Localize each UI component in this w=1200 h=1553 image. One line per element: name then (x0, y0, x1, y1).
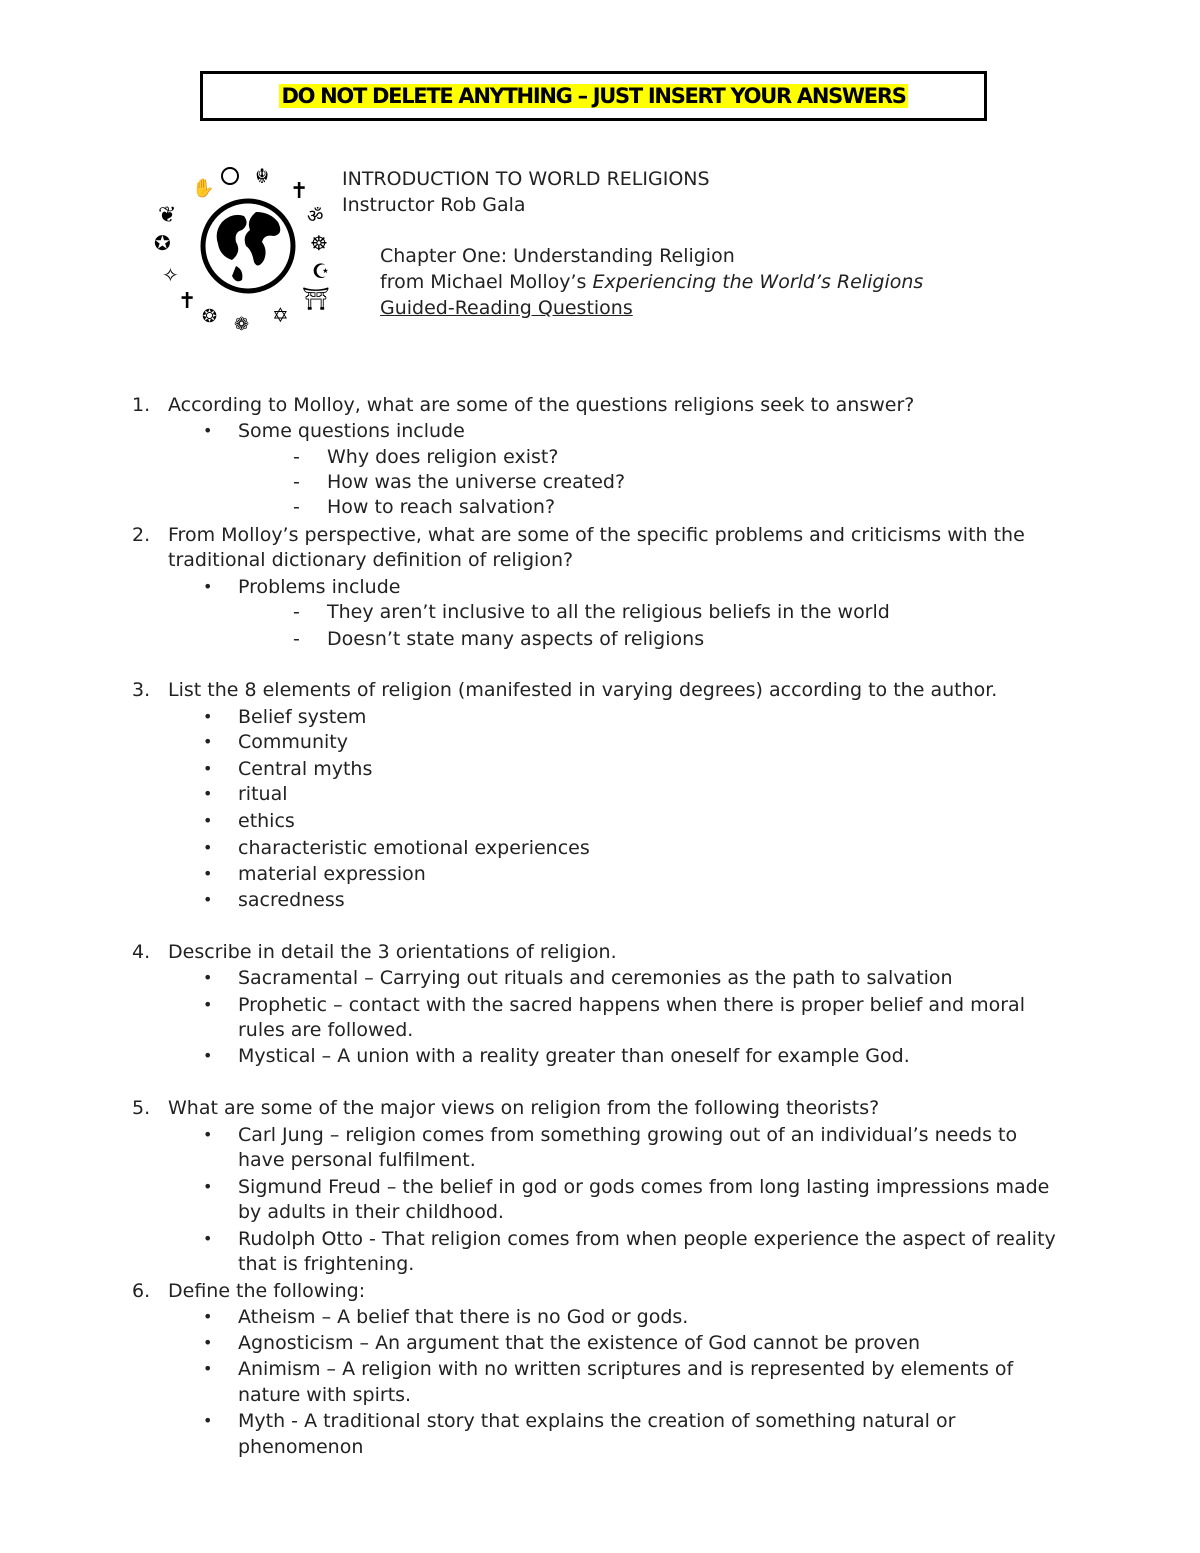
dash-glyph: - (293, 471, 300, 493)
bullet-glyph: • (203, 1229, 213, 1248)
bullet-glyph: • (203, 707, 213, 726)
bullet-glyph: • (203, 838, 213, 857)
svg-text:⛩: ⛩ (302, 287, 330, 312)
answer-text: Doesn’t state many aspects of religions (327, 628, 705, 650)
question-number: 1. (132, 394, 151, 416)
answer-text: ritual (238, 783, 288, 805)
bullet-glyph: • (203, 1333, 213, 1352)
question-number: 6. (132, 1280, 151, 1302)
svg-text:❦: ❦ (158, 203, 177, 228)
question-text: What are some of the major views on religion from the following theorists? (168, 1097, 880, 1119)
answer-text: Why does religion exist? (327, 446, 559, 468)
answer-text: Belief system (238, 706, 367, 728)
source-prefix: from Michael Molloy’s (380, 271, 593, 293)
answer-text: ethics (238, 810, 295, 832)
answer-text: Prophetic – contact with the sacred happens when there is proper belief and moral (238, 994, 1025, 1016)
bullet-glyph: • (203, 1359, 213, 1378)
question-text: List the 8 elements of religion (manifested in varying degrees) according to the author. (168, 679, 998, 701)
question-number: 2. (132, 524, 151, 546)
question-number: 5. (132, 1097, 151, 1119)
answer-text: Agnosticism – An argument that the existence of God cannot be proven (238, 1332, 921, 1354)
bullet-glyph: • (203, 421, 213, 440)
dash-glyph: - (293, 628, 300, 650)
instruction-banner-text: DO NOT DELETE ANYTHING – JUST INSERT YOUR ANSWERS (281, 84, 906, 108)
bullet-glyph: • (203, 732, 213, 751)
answer-text: have personal fulfilment. (238, 1149, 476, 1171)
answer-text: Carl Jung – religion comes from something growing out of an individual’s needs to (238, 1124, 1018, 1146)
course-title: INTRODUCTION TO WORLD RELIGIONS (342, 168, 710, 190)
bullet-glyph: • (203, 759, 213, 778)
bullet-glyph: • (203, 1177, 213, 1196)
answer-text: Mystical – A union with a reality greater than oneself for example God. (238, 1045, 910, 1067)
question-text: From Molloy’s perspective, what are some of the specific problems and criticisms with the (168, 524, 1025, 546)
world-religions-emblem-icon (152, 160, 342, 340)
source-book-title: Experiencing the World’s Religions (592, 271, 924, 293)
bullet-glyph: • (203, 864, 213, 883)
answer-text: by adults in their childhood. (238, 1201, 504, 1223)
answer-text: Sacramental – Carrying out rituals and ceremonies as the path to salvation (238, 967, 953, 989)
bullet-glyph: • (203, 890, 213, 909)
answer-text: characteristic emotional experiences (238, 837, 590, 859)
question-number: 3. (132, 679, 151, 701)
answer-text: They aren’t inclusive to all the religious beliefs in the world (327, 601, 890, 623)
answer-text: nature with spirts. (238, 1384, 412, 1406)
answer-text: How was the universe created? (327, 471, 626, 493)
bullet-glyph: • (203, 1411, 213, 1430)
dash-glyph: - (293, 496, 300, 518)
answer-text: Myth - A traditional story that explains the creation of something natural or (238, 1410, 956, 1432)
svg-text:✧: ✧ (162, 263, 179, 287)
svg-text:❂: ❂ (202, 306, 218, 327)
answer-text: rules are followed. (238, 1019, 414, 1041)
answer-text: Sigmund Freud – the belief in god or gods comes from long lasting impressions made (238, 1176, 1050, 1198)
bullet-glyph: • (203, 1125, 213, 1144)
svg-text:✋: ✋ (192, 178, 215, 199)
answer-text: Problems include (238, 576, 401, 598)
question-text: Describe in detail the 3 orientations of religion. (168, 941, 617, 963)
bullet-glyph: • (203, 784, 213, 803)
answer-text: Some questions include (238, 420, 465, 442)
question-text: traditional dictionary definition of religion? (168, 549, 574, 571)
bullet-glyph: • (203, 811, 213, 830)
svg-text:✝: ✝ (290, 179, 309, 204)
instructor-name: Instructor Rob Gala (342, 194, 526, 216)
source-line (380, 269, 923, 295)
answer-text: Central myths (238, 758, 373, 780)
answer-text: Community (238, 731, 348, 753)
bullet-glyph: • (203, 1307, 213, 1326)
answer-text: sacredness (238, 889, 345, 911)
answer-text: Atheism – A belief that there is no God or gods. (238, 1306, 689, 1328)
question-number: 4. (132, 941, 151, 963)
svg-text:☸: ☸ (310, 231, 328, 255)
question-text: According to Molloy, what are some of the questions religions seek to answer? (168, 394, 915, 416)
svg-text:ॐ: ॐ (307, 206, 324, 227)
dash-glyph: - (293, 446, 300, 468)
answer-text: How to reach salvation? (327, 496, 556, 518)
svg-text:❁: ❁ (234, 314, 250, 335)
svg-text:✝: ✝ (178, 289, 197, 314)
course-header (342, 166, 710, 218)
answer-text: Rudolph Otto - That religion comes from when people experience the aspect of reality (238, 1228, 1056, 1250)
answer-text: Animism – A religion with no written scriptures and is represented by elements of (238, 1358, 1014, 1380)
bullet-glyph: • (203, 995, 213, 1014)
bullet-glyph: • (203, 968, 213, 987)
bullet-glyph: • (203, 1046, 213, 1065)
chapter-header (380, 243, 923, 321)
svg-text:✪: ✪ (154, 231, 171, 255)
bullet-glyph: • (203, 577, 213, 596)
svg-text:✡: ✡ (272, 303, 289, 327)
answer-text: material expression (238, 863, 426, 885)
svg-text:☬: ☬ (255, 164, 270, 188)
instruction-banner (200, 71, 987, 121)
guided-reading-title: Guided-Reading Questions (380, 297, 633, 319)
question-text: Define the following: (168, 1280, 366, 1302)
answer-text: phenomenon (238, 1436, 364, 1458)
answer-text: that is frightening. (238, 1253, 415, 1275)
svg-text:☪: ☪ (312, 259, 330, 283)
dash-glyph: - (293, 601, 300, 623)
chapter-title: Chapter One: Understanding Religion (380, 245, 735, 267)
